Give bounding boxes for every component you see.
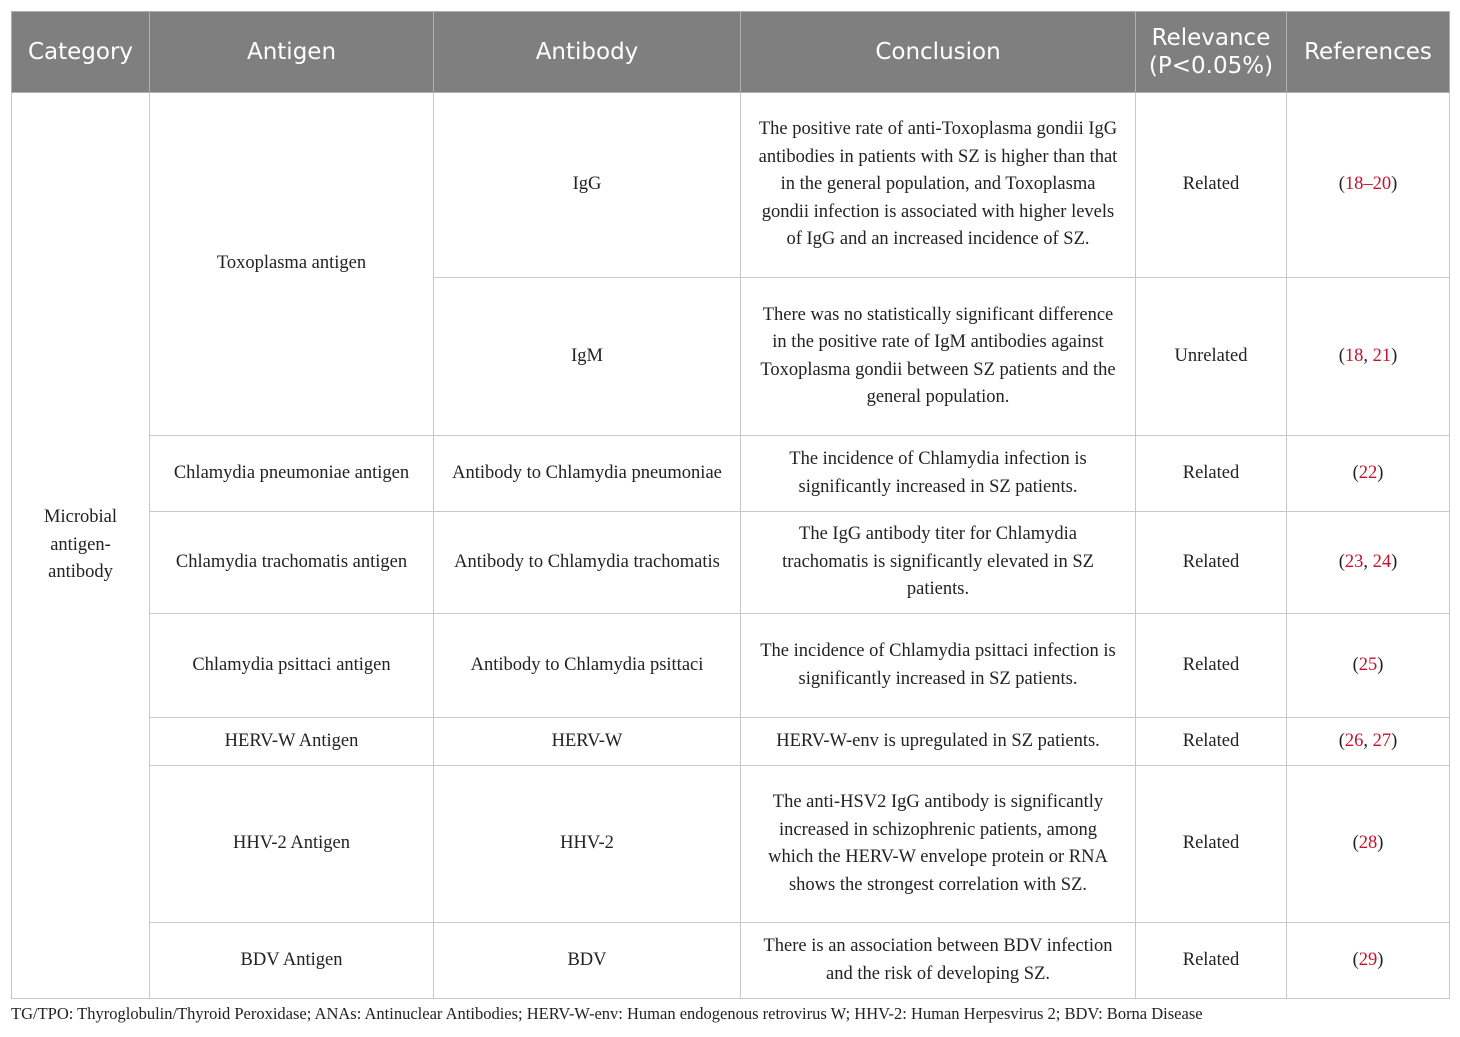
- conclusion-cell: There is an association between BDV infection and the risk of developing SZ.: [741, 923, 1136, 999]
- table-row: [12, 512, 1450, 614]
- reference-link[interactable]: 24: [1372, 551, 1392, 572]
- ref-open: (: [1338, 730, 1345, 751]
- ref-close: ): [1377, 949, 1384, 970]
- reference-link[interactable]: 26: [1344, 730, 1364, 751]
- conclusion-cell: The incidence of Chlamydia psittaci infection is significantly increased in SZ patients.: [741, 614, 1136, 718]
- ref-open: (: [1338, 345, 1345, 366]
- table-row: [12, 766, 1450, 923]
- antigen-cell: HERV-W Antigen: [150, 718, 434, 766]
- header-category: Category: [12, 12, 150, 93]
- relevance-cell: Related: [1136, 436, 1287, 512]
- ref-close: ): [1391, 174, 1398, 195]
- reference-link[interactable]: 18: [1344, 345, 1364, 366]
- conclusion-cell: The incidence of Chlamydia infection is significantly increased in SZ patients.: [741, 436, 1136, 512]
- header-relevance: Relevance (P<0.05%): [1136, 12, 1287, 93]
- references-cell: [1287, 614, 1450, 718]
- header-conclusion: Conclusion: [741, 12, 1136, 93]
- header-row: [12, 12, 1450, 93]
- table-row: [12, 614, 1450, 718]
- antibody-cell: Antibody to Chlamydia trachomatis: [434, 512, 741, 614]
- ref-close: ): [1377, 833, 1384, 854]
- ref-close: ): [1391, 345, 1398, 366]
- relevance-cell: Related: [1136, 614, 1287, 718]
- table-row: [12, 718, 1450, 766]
- references-cell: [1287, 278, 1450, 436]
- reference-link[interactable]: 25: [1358, 654, 1378, 675]
- data-table: [11, 11, 1450, 999]
- reference-link[interactable]: 18–20: [1344, 174, 1392, 195]
- ref-close: ): [1391, 730, 1398, 751]
- relevance-cell: Related: [1136, 766, 1287, 923]
- header-antigen: Antigen: [150, 12, 434, 93]
- conclusion-cell: The IgG antibody titer for Chlamydia trachomatis is significantly elevated in SZ patients.: [741, 512, 1136, 614]
- table-row: [12, 923, 1450, 999]
- references-cell: [1287, 436, 1450, 512]
- ref-close: ): [1391, 551, 1398, 572]
- table-row: [12, 93, 1450, 278]
- relevance-cell: Related: [1136, 923, 1287, 999]
- antigen-cell: Chlamydia psittaci antigen: [150, 614, 434, 718]
- antigen-cell: Chlamydia pneumoniae antigen: [150, 436, 434, 512]
- table-row: [12, 436, 1450, 512]
- antibody-cell: IgG: [434, 93, 741, 278]
- ref-open: (: [1338, 174, 1345, 195]
- antibody-cell: IgM: [434, 278, 741, 436]
- reference-link[interactable]: 28: [1358, 833, 1378, 854]
- relevance-cell: Related: [1136, 512, 1287, 614]
- reference-link[interactable]: 29: [1358, 949, 1378, 970]
- reference-link[interactable]: 23: [1344, 551, 1364, 572]
- antibody-cell: Antibody to Chlamydia pneumoniae: [434, 436, 741, 512]
- ref-open: (: [1352, 949, 1359, 970]
- conclusion-cell: There was no statistically significant difference in the positive rate of IgM antibodies against Toxoplasma gondii between SZ patients and the general population.: [741, 278, 1136, 436]
- references-cell: [1287, 93, 1450, 278]
- ref-separator: ,: [1363, 551, 1373, 572]
- ref-separator: ,: [1363, 730, 1373, 751]
- antibody-cell: BDV: [434, 923, 741, 999]
- ref-separator: ,: [1363, 345, 1373, 366]
- antigen-cell: Chlamydia trachomatis antigen: [150, 512, 434, 614]
- conclusion-cell: The anti-HSV2 IgG antibody is significantly increased in schizophrenic patients, among which the HERV-W envelope protein or RNA shows the strongest correlation with SZ.: [741, 766, 1136, 923]
- antibody-cell: Antibody to Chlamydia psittaci: [434, 614, 741, 718]
- ref-close: ): [1377, 462, 1384, 483]
- references-cell: [1287, 512, 1450, 614]
- category-cell: Microbial antigen-antibody: [12, 93, 150, 999]
- antigen-cell: Toxoplasma antigen: [150, 93, 434, 436]
- ref-close: ): [1377, 654, 1384, 675]
- references-cell: [1287, 923, 1450, 999]
- ref-open: (: [1352, 833, 1359, 854]
- ref-open: (: [1338, 551, 1345, 572]
- footnote: TG/TPO: Thyroglobulin/Thyroid Peroxidase; ANAs: Antinuclear Antibodies; HERV-W-env: Human endogenous retrovirus W; HHV-2: Human Herpesvirus 2; BDV: Borna Disease: [11, 1004, 1203, 1023]
- reference-link[interactable]: 22: [1358, 462, 1378, 483]
- ref-open: (: [1352, 654, 1359, 675]
- references-cell: [1287, 718, 1450, 766]
- references-cell: [1287, 766, 1450, 923]
- relevance-cell: Related: [1136, 718, 1287, 766]
- header-antibody: Antibody: [434, 12, 741, 93]
- antigen-cell: HHV-2 Antigen: [150, 766, 434, 923]
- conclusion-cell: The positive rate of anti-Toxoplasma gondii IgG antibodies in patients with SZ is higher than that in the general population, and Toxoplasma gondii infection is associated with higher levels of IgG and an increased incidence of SZ.: [741, 93, 1136, 278]
- relevance-cell: Related: [1136, 93, 1287, 278]
- ref-open: (: [1352, 462, 1359, 483]
- antibody-cell: HERV-W: [434, 718, 741, 766]
- conclusion-cell: HERV-W-env is upregulated in SZ patients.: [741, 718, 1136, 766]
- reference-link[interactable]: 21: [1372, 345, 1392, 366]
- header-references: References: [1287, 12, 1450, 93]
- antigen-cell: BDV Antigen: [150, 923, 434, 999]
- relevance-cell: Unrelated: [1136, 278, 1287, 436]
- reference-link[interactable]: 27: [1372, 730, 1392, 751]
- antibody-cell: HHV-2: [434, 766, 741, 923]
